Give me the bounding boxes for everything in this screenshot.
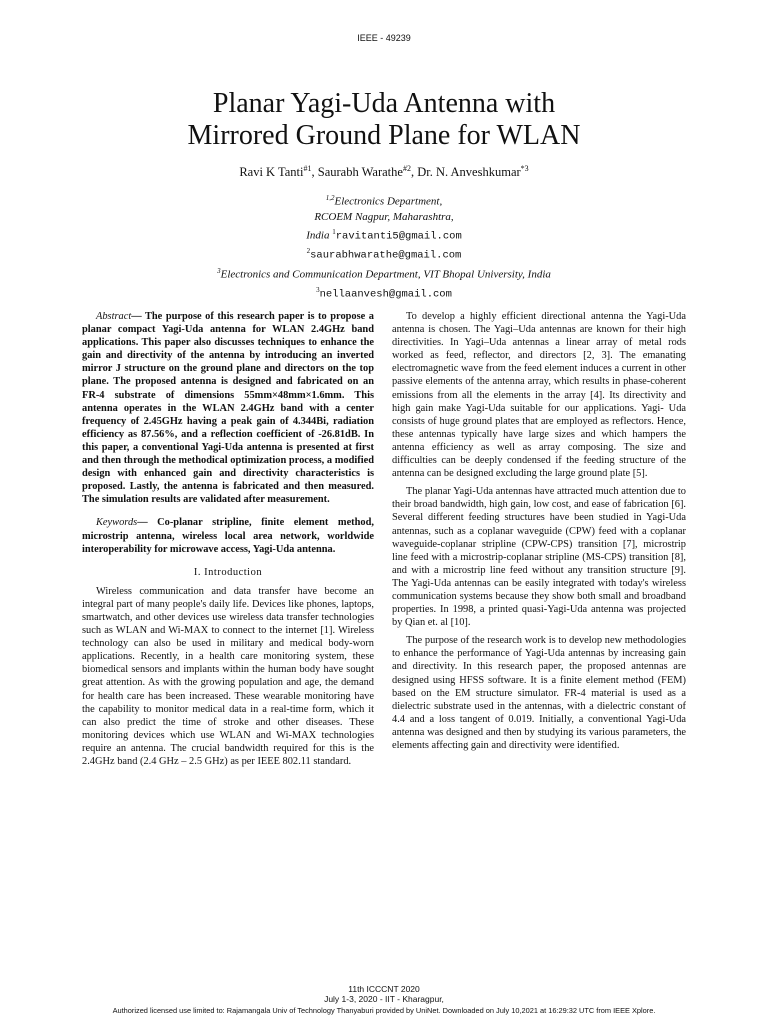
title-line-1: Planar Yagi-Uda Antenna with — [212, 88, 556, 119]
author-3: Dr. N. Anveshkumar — [417, 165, 521, 180]
section-heading-introduction: I. Introduction — [193, 566, 263, 578]
footer-conference — [0, 984, 768, 1004]
author-2: Saurabh Warathe — [317, 165, 403, 180]
body-paragraph-3: The purpose of the research work is to develop new methodologies to enhance the performance of Yagi-Uda antennas by increasing gain and directivity. In this research paper, the proposed antennas are designed using HFSS software. It is a finite element method (FEM) based on the EM structure simulator. FR-4 material is used as a dielectric substrate used in the antennas, with a dielectric constant of 4.4 and a loss tangent of 0.019. Initially, a conventional Yagi-Uda antenna was designed and then by studying its various parameters, the elements affecting gain and directivity were identified. — [392, 635, 686, 751]
body-paragraph-1: To develop a highly efficient directional antenna the Yagi-Uda antenna is chosen. The Yagi–Uda antennas are known for their high directivities. In Yagi–Uda antennas a linear array of metal rods worked as feed, reflector, and directors [2, 3]. The emanating electromagnetic wave from the feed element induces a current in other passive elements of the antenna array, which results in phase-coherent emissions from all the elements in the array [4]. Its directivity and high gain make Yagi-Uda suitable for our applications. Yagi- Uda consists of huge ground plates that are employed as reflectors. Hence, these antennas typically have large sizes and which hampers the antenna efficiency as well as array composing. The size and difficulties can be deeply condensed if the feeding structure of the antenna can be designed excluding the large ground plate [5]. — [392, 311, 686, 480]
paper-title — [0, 88, 768, 152]
title-line-2: Mirrored Ground Plane for WLAN — [187, 120, 581, 151]
abstract: Abstract— The purpose of this research paper is to propose a planar compact Yagi-Uda antenna for WLAN 2.4GHz band applications. This paper also discusses techniques to enhance the gain and directivity of the antenna by introducing an inverted mirror J structure on the ground plane and directors on the top plane. The proposed antenna is designed and fabricated on an FR-4 substrate of dimensions 55mm×48mm×1.6mm. This antenna operates in the WLAN 2.4GHz band with a center frequency of 2.45GHz having a peak gain of 4.344Bi, radiation efficiency as 87.56%, and a reflection coefficient of -26.81dB. In this paper, a conventional Yagi-Uda antenna is presented at first and then through the methodical optimization process, a modified design with enhanced gain and directivity characteristics is proposed. Lastly, the antenna is fabricated and then measured. The simulation results are validated after measurement. — [82, 311, 375, 506]
keywords: Keywords— Co-planar stripline, finite element method, microstrip antenna, wireless local area network, worldwide interoperability for microwave access, Yagi-Uda antenna. — [82, 517, 374, 555]
email-2: saurabhwarathe@gmail.com — [310, 249, 462, 262]
license-notice: Authorized licensed use limited to: Rajamangala Univ of Technology Thanyaburi provided by UniNet. Downloaded on July 10,2021 at 16:29:32 UTC from IEEE Xplore. — [112, 1006, 656, 1015]
right-column — [392, 310, 686, 752]
author-1: Ravi K Tanti — [239, 165, 304, 180]
intro-paragraph-1: Wireless communication and data transfer have become an integral part of many people's daily life. Devices like phones, laptops, smartwatch, and other devices use wireless data transfer technologies such as WLAN and Wi-MAX to connect to the internet [1]. Wireless technology can also be used in military and medical body-worn applications. Recently, in a health care monitoring system, these biomedical sensors and implants within the human body have sought great attention. As with the growing population and age, the demand for health care has been increased. These wearable monitoring have the capability to monitor medical data in a real-time form, which it can also predict the time of stroke and other diseases. These monitoring devices which use WLAN and Wi-MAX technologies require an antenna. The crucial bandwidth required for this is the 2.4GHz band (2.4 GHz – 2.5 GHz) as per IEEE 802.11 standard. — [82, 585, 374, 767]
body-paragraph-2: The planar Yagi-Uda antennas have attracted much attention due to their broad bandwidth, high gain, low cost, and ease of fabrication [6]. Several different feeding structures have been studied in Yagi-Uda antennas, such as a coplanar waveguide (CPW) feed with a coplanar waveguide-coplanar stripline (CPW-CPS) transition [7], microstrip line feed with a microstrip-coplanar stripline (MS-CPS) transition [8], and with a microstrip line feed without any transition structure [9]. The Yagi-Uda antennas can be easily integrated with today's wireless communication systems because they show both small and broadband properties. In 1998, a printed quasi-Yagi-Uda antenna was projected by Qian et. al [10]. — [392, 486, 686, 629]
left-column — [82, 310, 374, 768]
conference-code: IEEE - 49239 — [357, 33, 411, 43]
email-3: nellaanvesh@gmail.com — [319, 288, 452, 301]
affiliation-place-1: RCOEM Nagpur, Maharashtra, — [314, 210, 454, 223]
affiliation-dept-1: Electronics Department, — [334, 195, 443, 208]
affiliation-dept-3: Electronics and Communication Department, VIT Bhopal University, India — [220, 268, 551, 281]
email-1: ravitanti5@gmail.com — [335, 230, 462, 243]
footer-conference-dates: July 1-3, 2020 - IIT - Kharagpur, — [324, 994, 444, 1004]
affiliation-block: $^{1,2}$Electronics Department, RCOEM Nagpur, Maharashtra, India $^1$ravitanti5@gmail.com $^2$saurabhwarathe@gmail.com $^3$Electronics and Communication Department, VIT Bhopal University, India $^3$nellaanvesh@gmail.com — [0, 191, 768, 302]
footer-conference-name: 11th ICCCNT 2020 — [348, 984, 420, 994]
author-list: Ravi K Tanti$^{\#1}$, Saurabh Warathe$^{\#2}$, Dr. N. Anveshkumar$^{*3}$ — [239, 164, 529, 180]
